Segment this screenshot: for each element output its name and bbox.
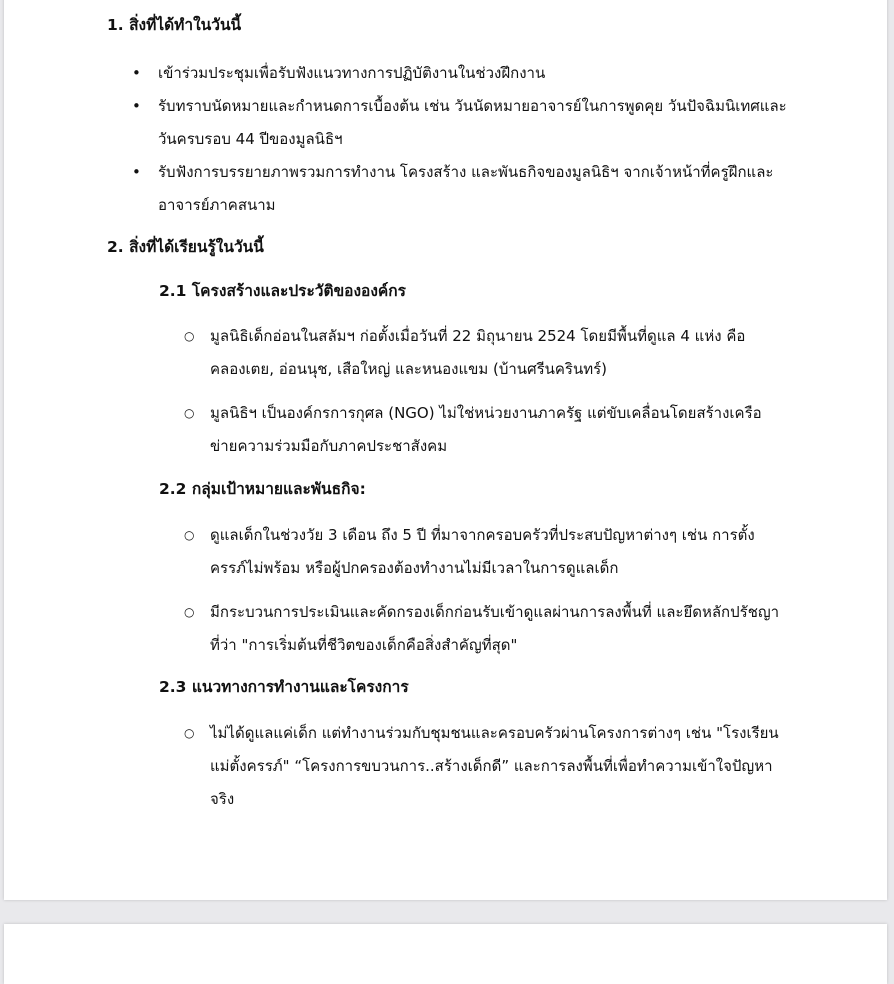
section-heading-1: 1. สิ่งที่ได้ทำในวันนี้: [107, 16, 242, 34]
bullet-disc-icon: •: [132, 97, 141, 115]
bullet-circle-icon: ○: [184, 726, 195, 740]
bullet-circle-icon: ○: [184, 329, 195, 343]
section-heading-2: 2. สิ่งที่ได้เรียนรู้ในวันนี้: [107, 238, 264, 256]
list-item: [184, 519, 788, 585]
next-document-page: [4, 924, 887, 984]
list-item: [184, 717, 788, 816]
list-item: [132, 90, 788, 156]
list-item-text: รับฟังการบรรยายภาพรวมการทำงาน โครงสร้าง และพันธกิจของมูลนิธิฯ จากเจ้าหน้าที่ครูฝึกและอาจารย์ภาคสนาม: [158, 163, 774, 214]
subsection-heading-2-3: 2.3 แนวทางการทำงานและโครงการ: [159, 678, 409, 696]
list-item: [132, 57, 788, 90]
list-item: [132, 156, 788, 222]
list-item: [184, 397, 788, 463]
list-item-text: มีกระบวนการประเมินและคัดกรองเด็กก่อนรับเข้าดูแลผ่านการลงพื้นที่ และยึดหลักปรัชญาที่ว่า "การเริ่มต้นที่ชีวิตของเด็กคือสิ่งสำคัญที่สุด": [210, 603, 780, 654]
list-item: [184, 596, 788, 662]
list-item-text: ไม่ได้ดูแลแค่เด็ก แต่ทำงานร่วมกับชุมชนและครอบครัวผ่านโครงการต่างๆ เช่น "โรงเรียนแม่ตั้งครรภ์" “โครงการขบวนการ..สร้างเด็กดี” และการลงพื้นที่เพื่อทำความเข้าใจปัญหาจริง: [210, 724, 779, 808]
list-item-text: เข้าร่วมประชุมเพื่อรับฟังแนวทางการปฏิบัติงานในช่วงฝึกงาน: [158, 64, 546, 82]
list-item-text: ดูแลเด็กในช่วงวัย 3 เดือน ถึง 5 ปี ที่มาจากครอบครัวที่ประสบปัญหาต่างๆ เช่น การตั้งครรภ์ไม่พร้อม หรือผู้ปกครองต้องทำงานไม่มีเวลาในการดูแลเด็ก: [210, 526, 755, 577]
subsection-heading-2-1: 2.1 โครงสร้างและประวัติขององค์กร: [159, 282, 407, 300]
list-item-text: มูลนิธิเด็กอ่อนในสลัมฯ ก่อตั้งเมื่อวันที่ 22 มิถุนายน 2524 โดยมีพื้นที่ดูแล 4 แห่ง คือ คลองเตย, อ่อนนุช, เสือใหญ่ และหนองแขม (บ้านศรีนครินทร์): [210, 327, 746, 378]
bullet-circle-icon: ○: [184, 406, 195, 420]
bullet-disc-icon: •: [132, 163, 141, 181]
bullet-circle-icon: ○: [184, 528, 195, 542]
bullet-circle-icon: ○: [184, 605, 195, 619]
bullet-disc-icon: •: [132, 64, 141, 82]
document-page: [4, 0, 887, 900]
list-item-text: มูลนิธิฯ เป็นองค์กรการกุศล (NGO) ไม่ใช่หน่วยงานภาครัฐ แต่ขับเคลื่อนโดยสร้างเครือข่ายความร่วมมือกับภาคประชาสังคม: [210, 404, 762, 455]
list-item: [184, 320, 788, 386]
list-item-text: รับทราบนัดหมายและกำหนดการเบื้องต้น เช่น วันนัดหมายอาจารย์ในการพูดคุย วันปัจฉิมนิเทศและวันครบรอบ 44 ปีของมูลนิธิฯ: [158, 97, 787, 148]
subsection-heading-2-2: 2.2 กลุ่มเป้าหมายและพันธกิจ:: [159, 480, 366, 498]
